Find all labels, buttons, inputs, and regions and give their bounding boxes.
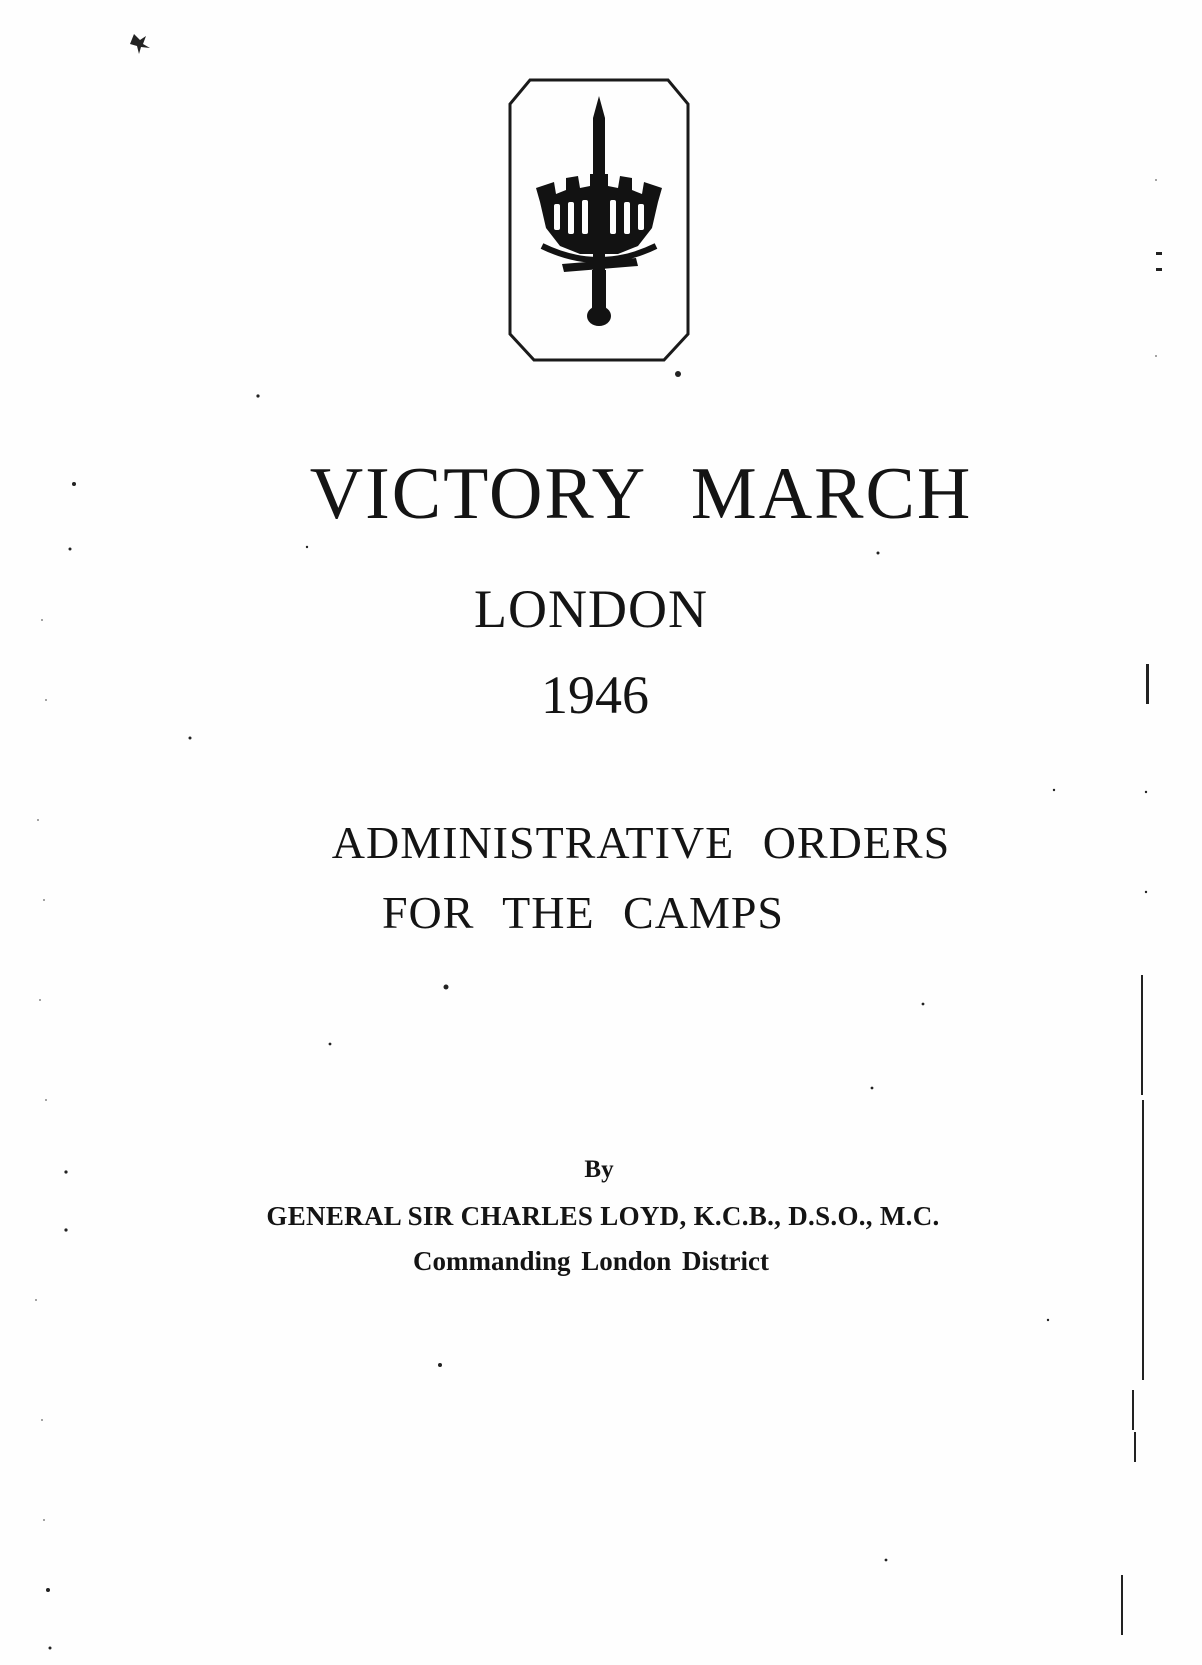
subtitle-line-1: ADMINISTRATIVE ORDERS [331, 817, 951, 868]
author-name: GENERAL SIR CHARLES LOYD, K.C.B., D.S.O., M.C. [266, 1201, 940, 1231]
year-heading: 1946 [541, 665, 649, 725]
subtitle-line-2: FOR THE CAMPS [381, 887, 785, 938]
author-role: Commanding London District [412, 1246, 770, 1276]
sword-and-crown-icon [508, 78, 690, 362]
byline: By [584, 1156, 614, 1183]
city-heading: LONDON [474, 579, 708, 639]
document-title: VICTORY MARCH [309, 453, 973, 535]
